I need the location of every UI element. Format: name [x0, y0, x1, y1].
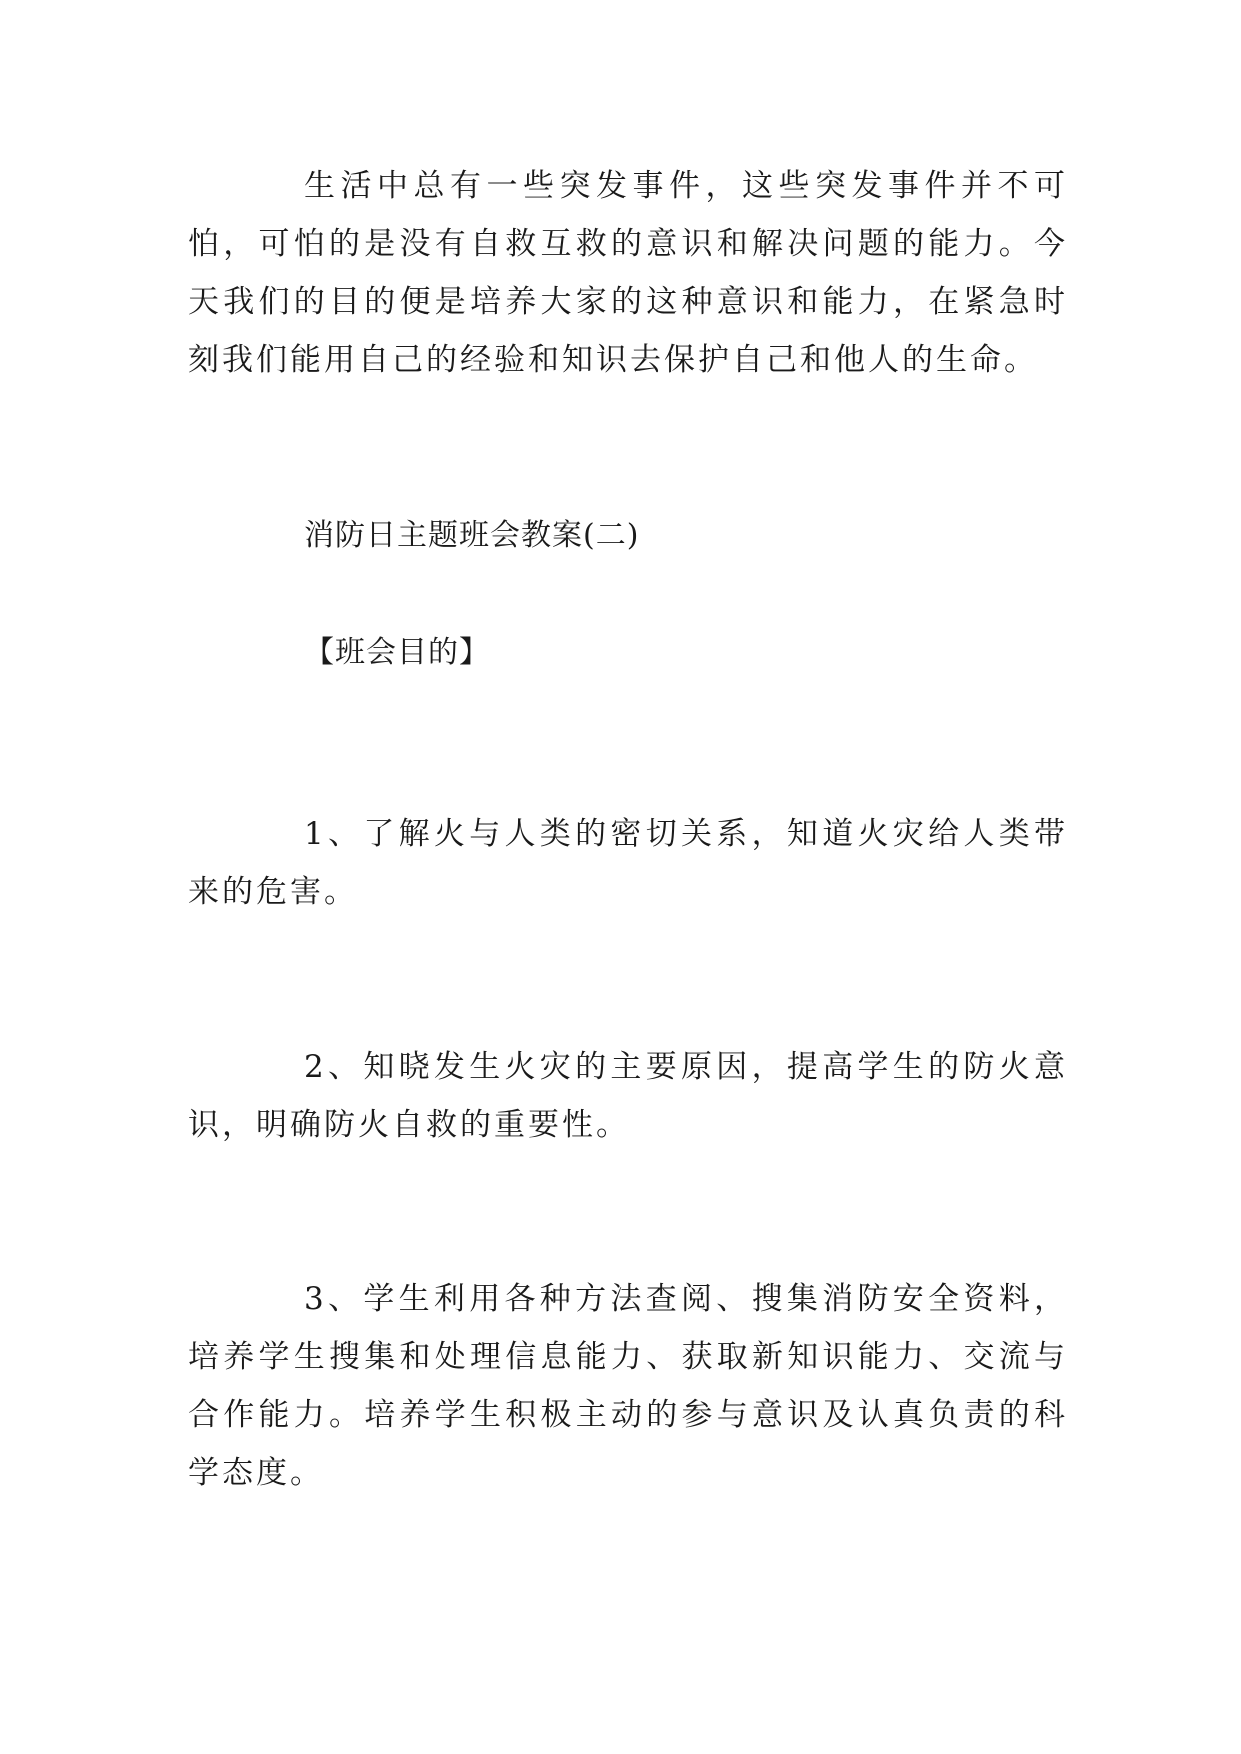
list-item: 3、学生利用各种方法查阅、搜集消防安全资料，培养学生搜集和处理信息能力、获取新知识能力、交流与合作能力。培养学生积极主动的参与意识及认真负责的科学态度。	[188, 1281, 1068, 1491]
list-item: 2、知晓发生火灾的主要原因，提高学生的防火意识，明确防火自救的重要性。	[188, 1049, 1068, 1143]
document-title: 消防日主题班会教案(二)	[304, 518, 640, 553]
section-heading: 【班会目的】	[304, 635, 490, 670]
list-item: 1、了解火与人类的密切关系，知道火灾给人类带来的危害。	[188, 816, 1068, 910]
intro-paragraph: 生活中总有一些突发事件，这些突发事件并不可怕，可怕的是没有自救互救的意识和解决问题的能力。今天我们的目的便是培养大家的这种意识和能力，在紧急时刻我们能用自己的经验和知识去保护自己和他人的生命。	[188, 168, 1068, 378]
